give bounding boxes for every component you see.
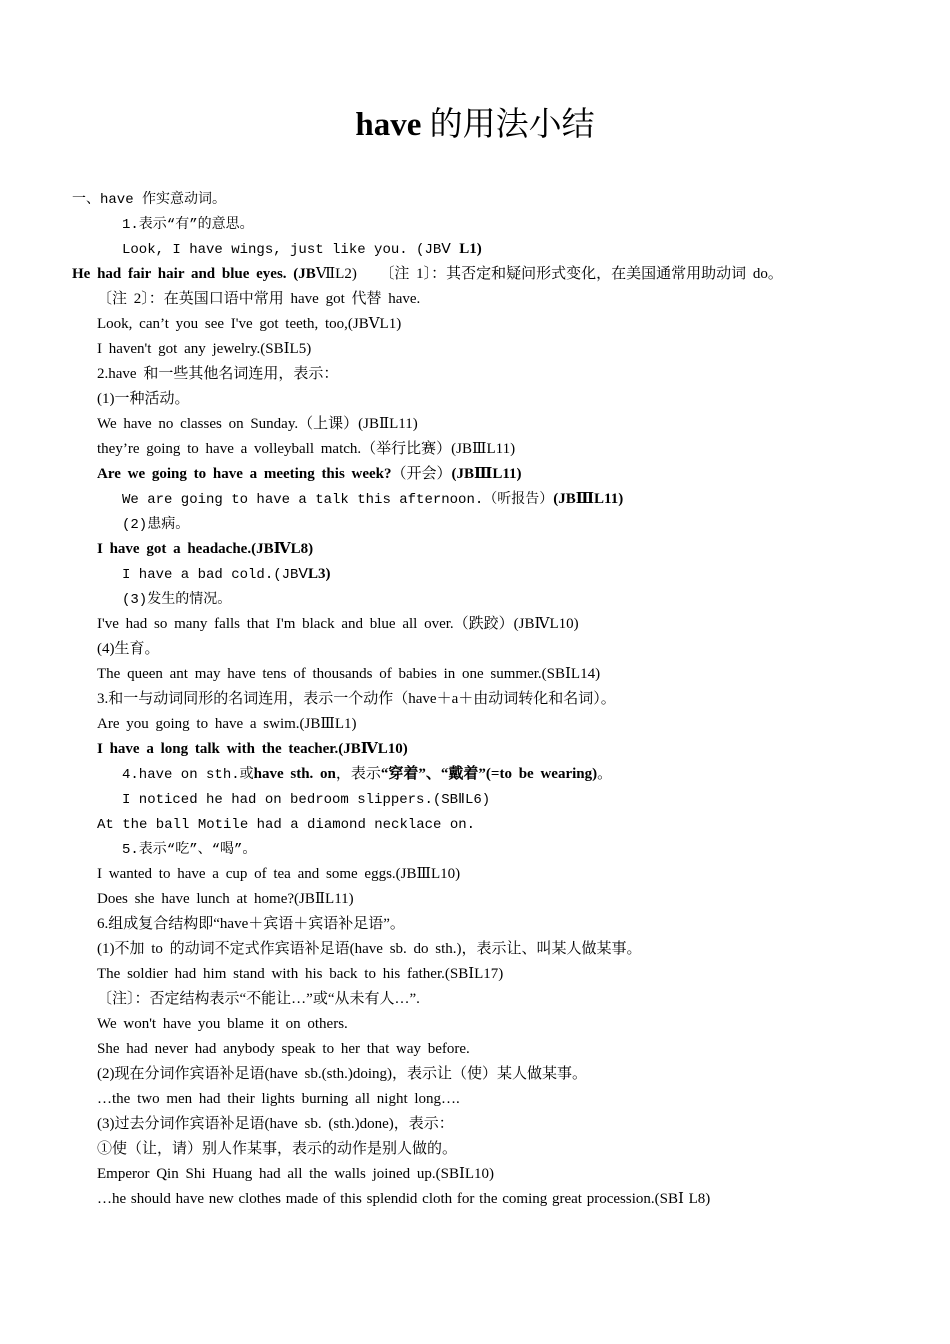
example-line: Emperor Qin Shi Huang had all the walls joined up.(SBⅠL10) (97, 1166, 495, 1182)
example-line: Does she have lunch at home?(JBⅡL11) (97, 891, 354, 907)
example-line: I wanted to have a cup of tea and some eggs.(JBⅢL10) (97, 866, 461, 882)
page-title (0, 103, 950, 147)
example-line: I haven't got any jewelry.(SBⅠL5) (97, 341, 312, 357)
example-line: The queen ant may have tens of thousands of babies in one summer.(SBⅠL14) (97, 666, 601, 682)
example-line: I have a bad cold.(JBⅤL3) (122, 566, 331, 583)
subheading: (4)生育。 (97, 641, 160, 657)
example-line: …the two men had their lights burning all night long…. (97, 1091, 460, 1107)
subheading: ①使（让，请）别人作某事，表示的动作是别人做的。 (97, 1141, 458, 1157)
example-line: We are going to have a talk this afternoon.（听报告）(JBⅢL11) (122, 491, 624, 508)
example-line: He had fair hair and blue eyes. (JBⅦL2) 〔注 1〕：其否定和疑问形式变化，在美国通常用助动词 do。 (72, 266, 783, 282)
subheading-5: 5.表示“吃”、“喝”。 (122, 842, 257, 858)
example-line: I have got a headache.(JBⅣL8) (97, 541, 314, 557)
example-line: The soldier had him stand with his back to his father.(SBⅠL17) (97, 966, 504, 982)
title-chinese: 的用法小结 (421, 107, 595, 143)
subheading: (3)过去分词作宾语补足语(have sb. (sth.)done)，表示： (97, 1116, 454, 1132)
subheading: (1)一种活动。 (97, 391, 190, 407)
example-line: I noticed he had on bedroom slippers.(SBⅡL6) (122, 792, 491, 808)
subheading: (3)发生的情况。 (122, 592, 232, 608)
note-line: 〔注 2〕：在英国口语中常用 have got 代替 have. (97, 291, 421, 307)
example-line: We won't have you blame it on others. (97, 1016, 348, 1032)
title-english: have (355, 107, 422, 143)
subheading-1: 1.表示“有”的意思。 (122, 217, 254, 233)
example-line: Look, can’t you see I've got teeth, too,(JBⅤL1) (97, 316, 402, 332)
example-line: Are you going to have a swim.(JBⅢL1) (97, 716, 357, 732)
subheading-2: 2.have 和一些其他名词连用，表示： (97, 366, 339, 382)
example-line: Look, I have wings, just like you. (JBⅤ L1) (122, 241, 482, 258)
example-line: We have no classes on Sunday.（上课）(JBⅡL11) (97, 416, 418, 432)
subheading: (2)患病。 (122, 517, 190, 533)
subheading-3: 3.和一与动词同形的名词连用，表示一个动作（have＋a＋由动词转化和名词）。 (97, 691, 616, 707)
subheading: (2)现在分词作宾语补足语(have sb.(sth.)doing)，表示让（使）某人做某事。 (97, 1066, 588, 1082)
example-line: they’re going to have a volleyball match.（举行比赛）(JBⅢL11) (97, 441, 516, 457)
example-line: I have a long talk with the teacher.(JBⅣL10) (97, 741, 408, 757)
example-line: …he should have new clothes made of this splendid cloth for the coming great procession.(SBⅠ L8) (97, 1191, 711, 1207)
subheading-6: 6.组成复合结构即“have＋宾语＋宾语补足语”。 (97, 916, 405, 932)
example-line: At the ball Motile had a diamond necklace on. (97, 817, 476, 833)
example-line: She had never had anybody speak to her that way before. (97, 1041, 470, 1057)
heading-1: 一、have 作实意动词。 (72, 192, 227, 208)
example-line: Are we going to have a meeting this week?（开会）(JBⅢL11) (97, 466, 522, 482)
subheading-4: 4.have on sth.或have sth. on，表示“穿着”、“戴着”(=to be wearing)。 (122, 766, 613, 783)
subheading: (1)不加 to 的动词不定式作宾语补足语(have sb. do sth.)，表示让、叫某人做某事。 (97, 941, 642, 957)
note-line: 〔注〕：否定结构表示“不能让…”或“从未有人…”. (97, 991, 420, 1007)
example-line: I've had so many falls that I'm black and blue all over.（跌跤）(JBⅣL10) (97, 616, 579, 632)
